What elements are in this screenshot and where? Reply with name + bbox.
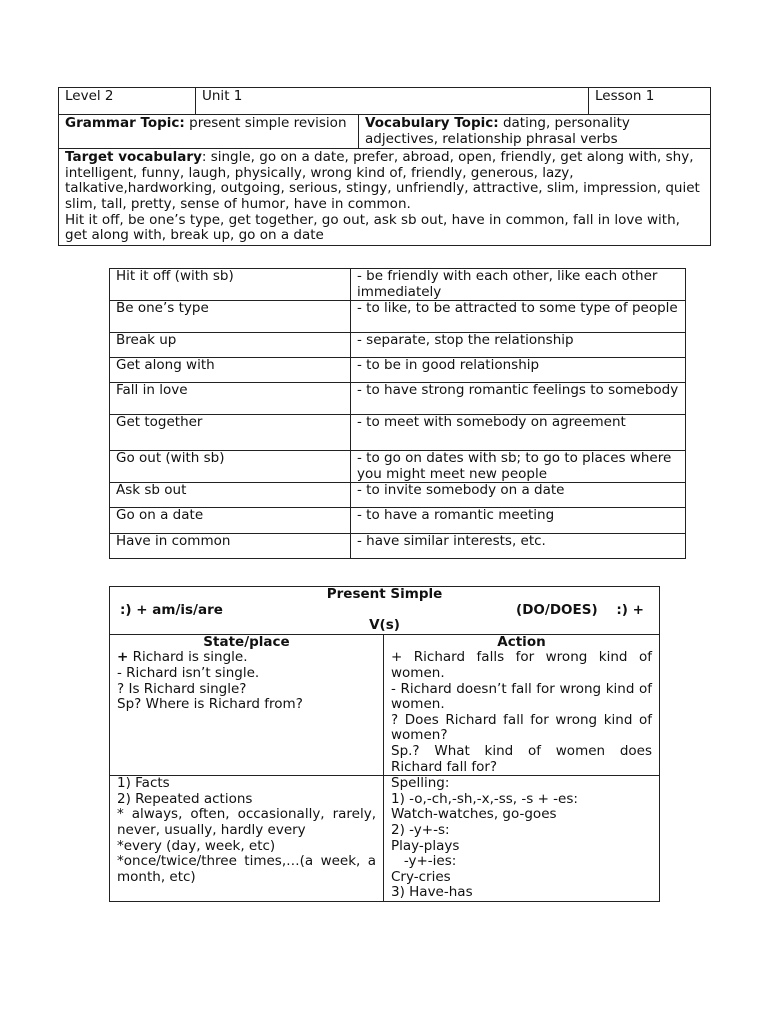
vocab-term: Hit it off (with sb): [110, 269, 351, 301]
formula-verb: V(s): [369, 617, 400, 634]
formula-left: :) + am/is/are: [120, 601, 223, 618]
vocabulary-topic-label: Vocabulary Topic:: [365, 115, 499, 131]
usage-frequency-adverbs: * always, often, occasionally, rarely, never, usually, hardly every: [117, 806, 376, 838]
target-vocabulary-phrasal-verbs: Hit it off, be one’s type, get together, go out, ask sb out, have in common, fall in love with, get along with, break up, go on a date: [65, 211, 680, 244]
vocab-term: Have in common: [110, 534, 351, 559]
vocab-definition: - to like, to be attracted to some type of people: [351, 301, 686, 333]
usage-repeated-actions: 2) Repeated actions: [117, 790, 253, 807]
present-simple-title: Present Simple: [326, 586, 443, 602]
vocabulary-topic-cell: [359, 115, 711, 149]
action-negative: - Richard doesn’t fall for wrong kind of women.: [391, 680, 652, 713]
table-row: [110, 508, 686, 534]
spelling-cell: [384, 776, 660, 902]
vocab-definition: - to have a romantic meeting: [351, 508, 686, 534]
vocab-term: Be one’s type: [110, 301, 351, 333]
vocab-definition: - separate, stop the relationship: [351, 333, 686, 358]
usage-once-twice: *once/twice/three times,…(a week, a month, etc): [117, 853, 376, 885]
action-question: ? Does Richard fall for wrong kind of women?: [391, 711, 652, 744]
vocab-definition: - to have strong romantic feelings to somebody: [351, 383, 686, 415]
vocab-term: Break up: [110, 333, 351, 358]
vocab-term: Fall in love: [110, 383, 351, 415]
unit-cell: Unit 1: [196, 88, 589, 115]
formula-right: (DO/DOES) :) +: [516, 601, 644, 618]
plus-sign: +: [117, 649, 129, 666]
vocab-term: Ask sb out: [110, 483, 351, 508]
usage-every: *every (day, week, etc): [117, 837, 276, 854]
vocab-definition: - to invite somebody on a date: [351, 483, 686, 508]
table-row: [110, 333, 686, 358]
grammar-topic-value: present simple revision: [184, 115, 347, 131]
target-vocabulary-cell: [59, 149, 711, 246]
spelling-rule-2: 2) -y+-s:: [391, 821, 450, 838]
present-simple-header-cell: [110, 587, 660, 635]
vocab-term: Go out (with sb): [110, 451, 351, 483]
state-negative: - Richard isn’t single.: [117, 664, 260, 681]
present-simple-table: [109, 586, 660, 902]
vocab-definition: - be friendly with each other, like each other immediately: [351, 269, 686, 301]
table-row: [110, 301, 686, 333]
spelling-heading: Spelling:: [391, 775, 450, 792]
spelling-rule-1: 1) -o,-ch,-sh,-x,-ss, -s + -es:: [391, 790, 578, 807]
state-positive-text: Richard is single.: [128, 649, 248, 666]
vocab-term: Get along with: [110, 358, 351, 383]
vocabulary-table: [109, 268, 686, 559]
vocab-term: Go on a date: [110, 508, 351, 534]
state-positive: [117, 650, 376, 666]
lesson-header-table: [58, 87, 711, 246]
vocab-definition: - to meet with somebody on agreement: [351, 415, 686, 451]
action-cell: [384, 634, 660, 775]
vocab-definition: - to be in good relationship: [351, 358, 686, 383]
level-cell: Level 2: [59, 88, 196, 115]
table-row: [110, 483, 686, 508]
vocab-definition: - to go on dates with sb; to go to places where you might meet new people: [351, 451, 686, 483]
lesson-cell: Lesson 1: [589, 88, 711, 115]
vocabulary-topic-value: dating, personality adjectives, relationship phrasal verbs: [365, 115, 630, 147]
state-question: ? Is Richard single?: [117, 680, 247, 697]
vocab-definition: - have similar interests, etc.: [351, 534, 686, 559]
grammar-topic-label: Grammar Topic:: [65, 115, 185, 131]
spelling-rule-3: 3) Have-has: [391, 884, 473, 901]
table-row: [110, 358, 686, 383]
table-row: [110, 534, 686, 559]
table-row: [110, 383, 686, 415]
spelling-example-2: Play-plays: [391, 837, 460, 854]
usage-cell: [110, 776, 384, 902]
table-row: [110, 451, 686, 483]
action-heading: Action: [497, 633, 546, 650]
usage-facts: 1) Facts: [117, 775, 170, 792]
action-special-question: Sp.? What kind of women does Richard fall for?: [391, 742, 652, 775]
state-place-heading: State/place: [203, 633, 290, 650]
grammar-topic-cell: [59, 115, 359, 149]
target-vocabulary-label: Target vocabulary: [65, 149, 202, 166]
spelling-rule-2b: -y+-ies:: [391, 853, 457, 870]
table-row: [110, 269, 686, 301]
spelling-example-2b: Cry-cries: [391, 868, 451, 885]
state-special-question: Sp? Where is Richard from?: [117, 696, 303, 713]
action-positive: + Richard falls for wrong kind of women.: [391, 649, 652, 681]
spelling-example-1: Watch-watches, go-goes: [391, 806, 557, 823]
table-row: [110, 415, 686, 451]
state-place-cell: [110, 634, 384, 775]
target-vocabulary-list: : single, go on a date, prefer, abroad, open, friendly, get along with, shy, intelligent, funny, laugh, physically, wrong kind of, friendly, generous, lazy, talkative,hardworking, outgoing, serious, stingy, unfriendly, attractive, slim, impression, quiet slim, tall, pretty, sense of humor, have in common.: [65, 149, 700, 212]
vocab-term: Get together: [110, 415, 351, 451]
